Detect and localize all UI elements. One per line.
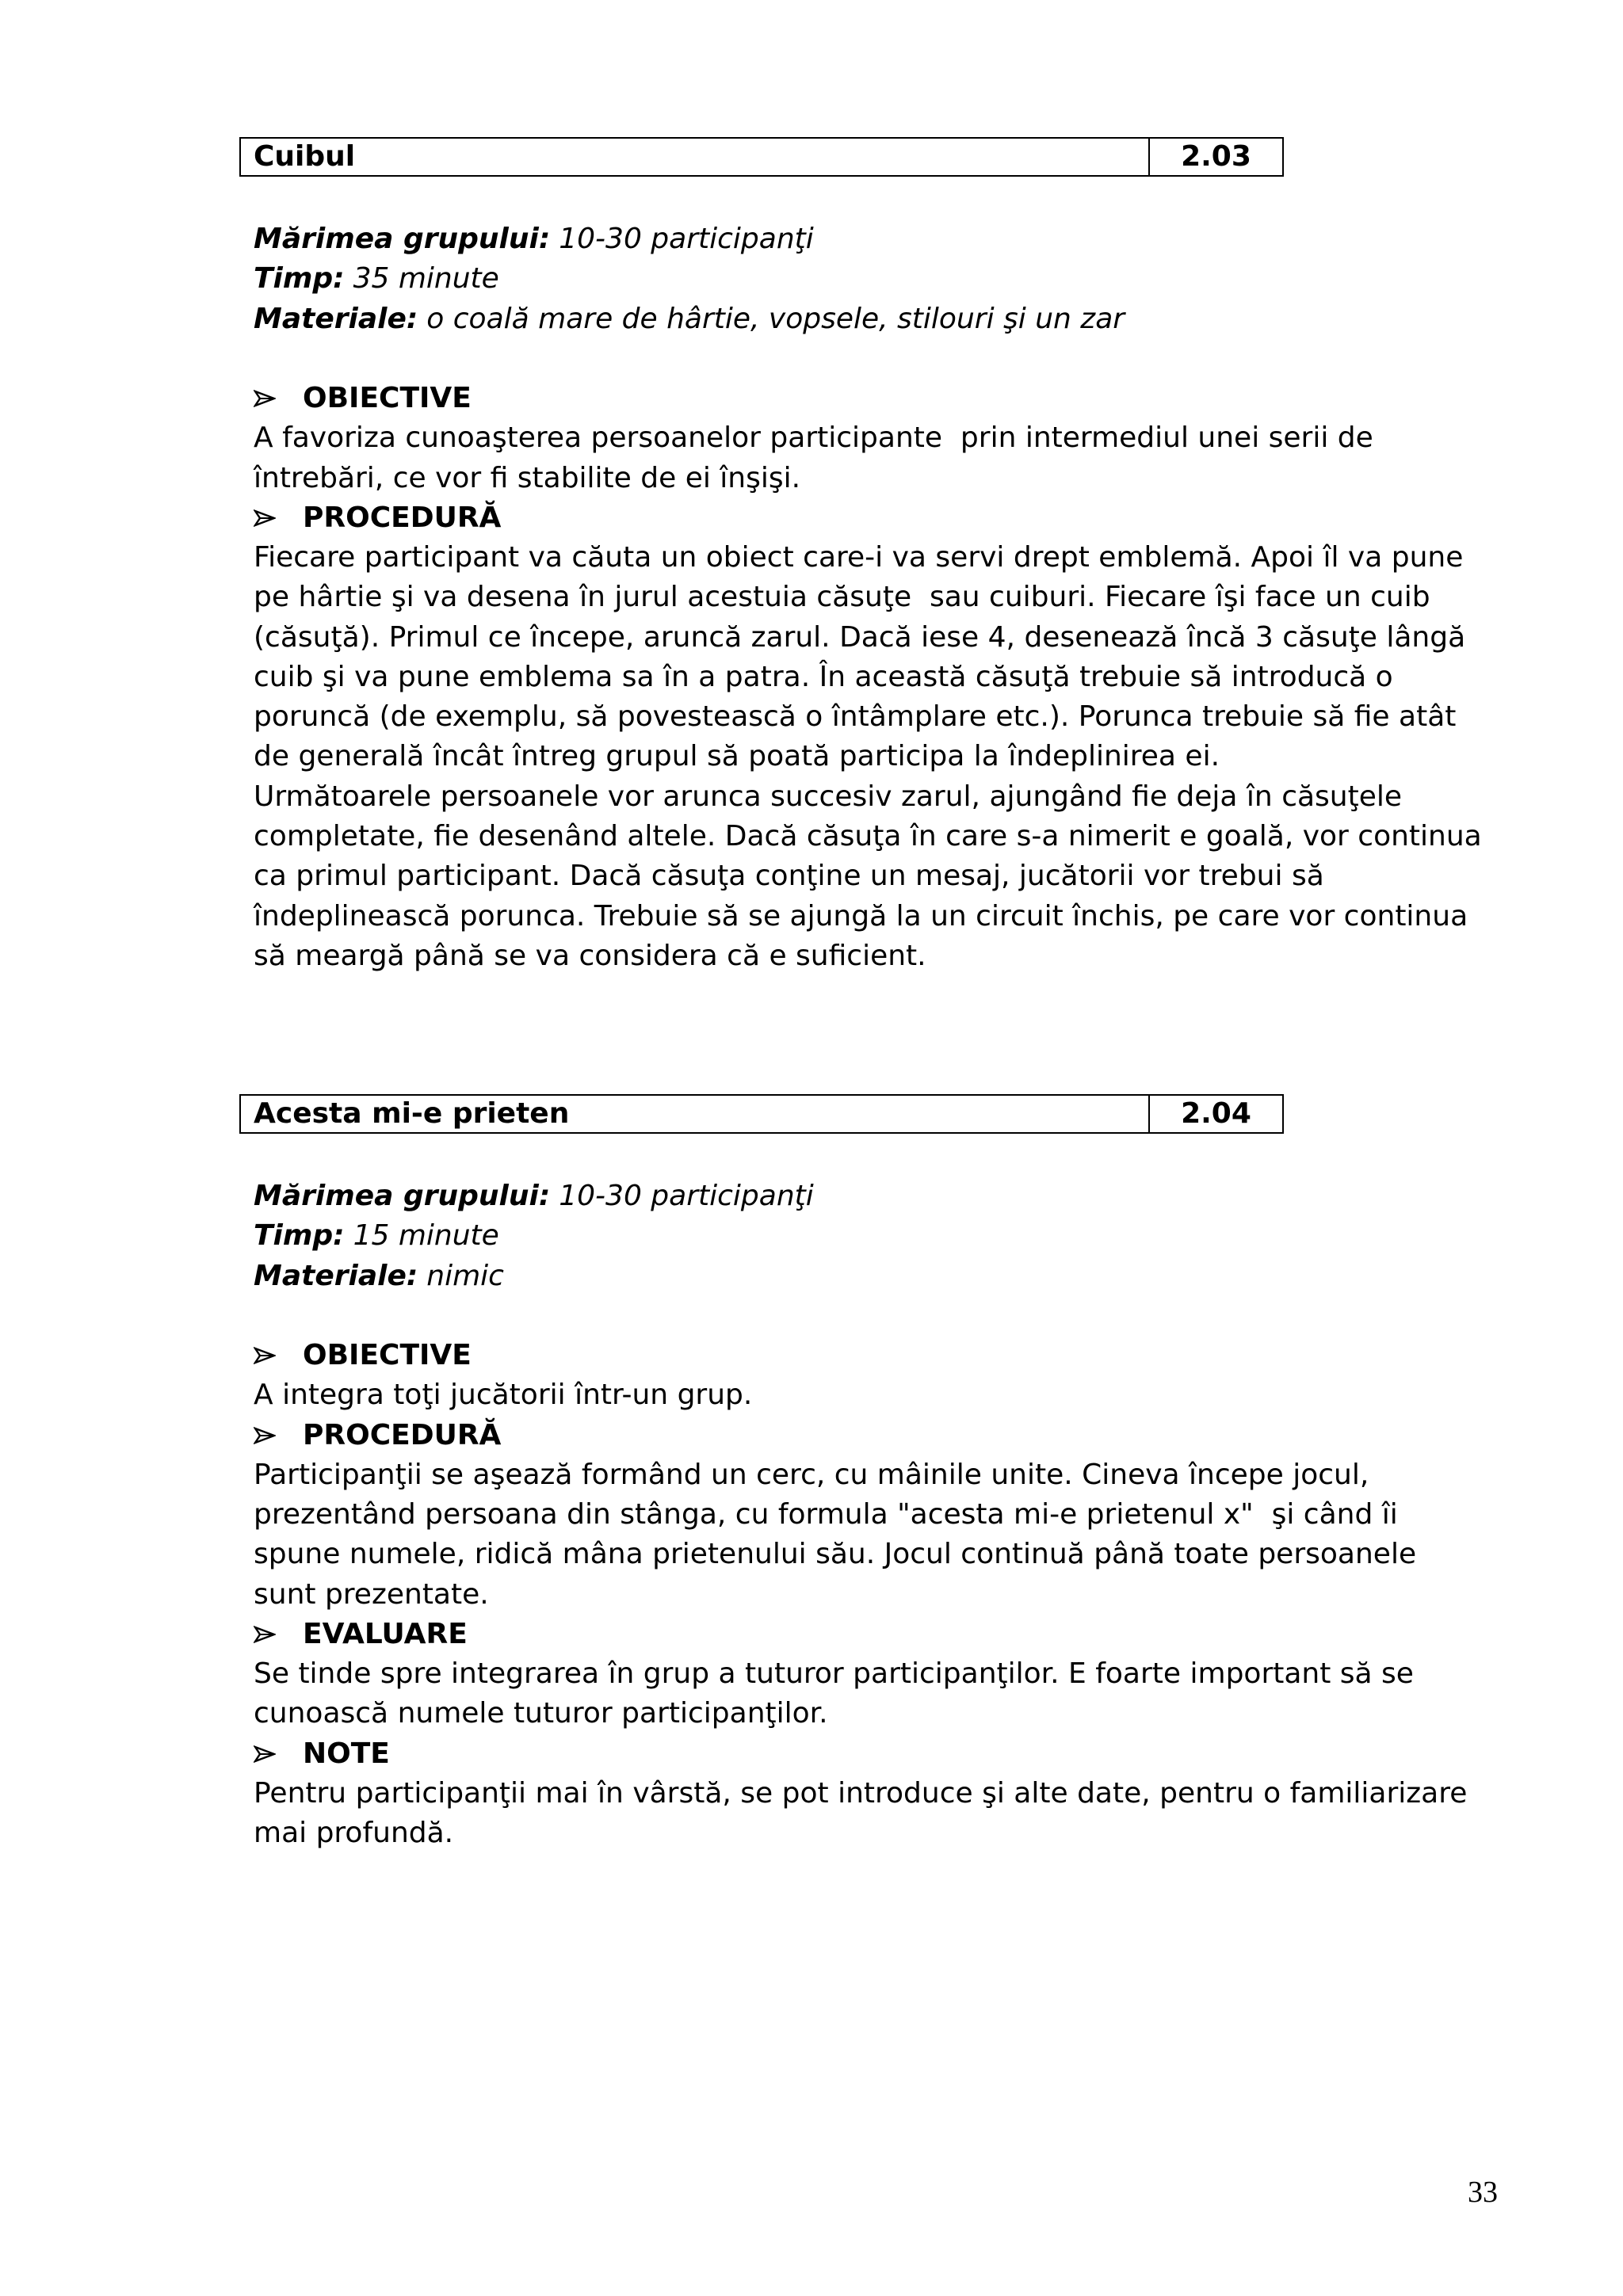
section-heading-text: OBIECTIVE [303, 382, 472, 415]
section-heading-text: OBIECTIVE [303, 1339, 472, 1372]
body-text-line: spune numele, ridică mâna prietenului său. Jocul continuă până toate persoanele [254, 1538, 1417, 1571]
arrow-bullet-icon [254, 509, 276, 527]
section-heading-procedure [254, 1416, 1467, 1455]
activity-title: Acesta mi-e prieten [241, 1096, 1150, 1132]
activity-title-table [239, 1094, 1284, 1134]
activity-title-table [239, 137, 1284, 177]
meta-time [254, 1216, 1467, 1256]
body-text-line: cunoască numele tuturor participanţilor. [254, 1697, 828, 1730]
meta-label: Materiale: [254, 1259, 418, 1292]
section-heading-evaluation [254, 1615, 1467, 1654]
meta-value: 15 minute [353, 1219, 499, 1253]
meta-group-size [254, 1177, 1467, 1216]
body-text-line: să meargă până se va considera că e suficient. [254, 939, 926, 972]
arrow-bullet-icon [254, 390, 276, 407]
activity-body [254, 1177, 1467, 1854]
body-text-line: Se tinde spre integrarea în grup a tuturor participanţilor. E foarte important să se [254, 1657, 1414, 1691]
section-heading-objectives [254, 379, 1482, 418]
body-text-line: ca primul participant. Dacă căsuţa conţine un mesaj, jucătorii vor trebui să [254, 860, 1324, 893]
activity-code: 2.04 [1181, 1097, 1251, 1130]
arrow-bullet-icon [254, 1427, 276, 1444]
body-text-line: (căsuţă). Primul ce începe, aruncă zarul. Dacă iese 4, desenează încă 3 căsuţe lângă [254, 620, 1466, 654]
body-text-line: mai profundă. [254, 1817, 454, 1850]
body-text-line: A integra toţi jucătorii într-un grup. [254, 1379, 753, 1412]
section-heading-text: PROCEDURĂ [303, 501, 502, 534]
body-text-line: prezentând persoana din stânga, cu formula "acesta mi-e prietenul x" şi când îi [254, 1498, 1398, 1531]
meta-value: nimic [426, 1259, 504, 1292]
activity-body [254, 219, 1482, 976]
section-heading-text: PROCEDURĂ [303, 1418, 502, 1451]
meta-label: Mărimea grupului: [254, 223, 551, 255]
page-number: 33 [1468, 2176, 1498, 2209]
body-text-line: A favoriza cunoaşterea persoanelor participante prin intermediul unei serii de [254, 421, 1373, 455]
arrow-bullet-icon [254, 1626, 276, 1643]
meta-value: 10-30 participanţi [559, 223, 814, 255]
meta-materials [254, 299, 1482, 339]
meta-value: 10-30 participanţi [559, 1180, 814, 1212]
meta-value: 35 minute [353, 262, 499, 296]
section-heading-text: NOTE [303, 1737, 390, 1770]
activity-sections [254, 1336, 1467, 1853]
meta-label: Timp: [254, 1219, 345, 1253]
meta-label: Mărimea grupului: [254, 1180, 551, 1212]
activity-sections [254, 379, 1482, 976]
section-heading-text: EVALUARE [303, 1617, 468, 1650]
section-heading-notes [254, 1734, 1467, 1774]
activity-code: 2.03 [1181, 140, 1251, 173]
activity-title: Cuibul [241, 139, 1150, 175]
section-heading-objectives [254, 1336, 1467, 1375]
body-text-line: de generală încât întreg grupul să poată participa la îndeplinirea ei. [254, 740, 1220, 773]
body-text-line: Pentru participanţii mai în vârstă, se pot introduce şi alte date, pentru o familiarizare [254, 1776, 1468, 1810]
arrow-bullet-icon [254, 1347, 276, 1364]
meta-group-size [254, 219, 1482, 259]
body-text-line: completate, fie desenând altele. Dacă căsuţa în care s-a nimerit e goală, vor continua [254, 819, 1482, 852]
body-text-line: îndeplinească porunca. Trebuie să se ajungă la un circuit închis, pe care vor continua [254, 899, 1468, 933]
meta-materials [254, 1257, 1467, 1296]
body-text-line: Fiecare participant va căuta un obiect care-i va servi drept emblemă. Apoi îl va pune [254, 541, 1464, 574]
body-text-line: sunt prezentate. [254, 1577, 489, 1611]
body-text-line: întrebări, ce vor fi stabilite de ei înşişi. [254, 461, 801, 494]
meta-value: o coală mare de hârtie, vopsele, stilouri şi un zar [426, 302, 1125, 335]
body-text-line: cuib şi va pune emblema sa în a patra. În această căsuţă trebuie să introducă o [254, 660, 1393, 693]
body-text-line: poruncă (de exemplu, să povestească o întâmplare etc.). Porunca trebuie să fie atât [254, 700, 1457, 734]
body-text-line: Următoarele persoanele vor arunca succesiv zarul, ajungând fie deja în căsuţele [254, 780, 1403, 813]
arrow-bullet-icon [254, 1745, 276, 1763]
meta-time [254, 259, 1482, 299]
body-text-line: pe hârtie şi va desena în jurul acestuia căsuţe sau cuiburi. Fiecare îşi face un cuib [254, 581, 1430, 614]
meta-label: Materiale: [254, 302, 418, 335]
meta-label: Timp: [254, 262, 345, 296]
section-heading-procedure [254, 498, 1482, 538]
body-text-line: Participanţii se aşează formând un cerc, cu mâinile unite. Cineva începe jocul, [254, 1458, 1369, 1491]
